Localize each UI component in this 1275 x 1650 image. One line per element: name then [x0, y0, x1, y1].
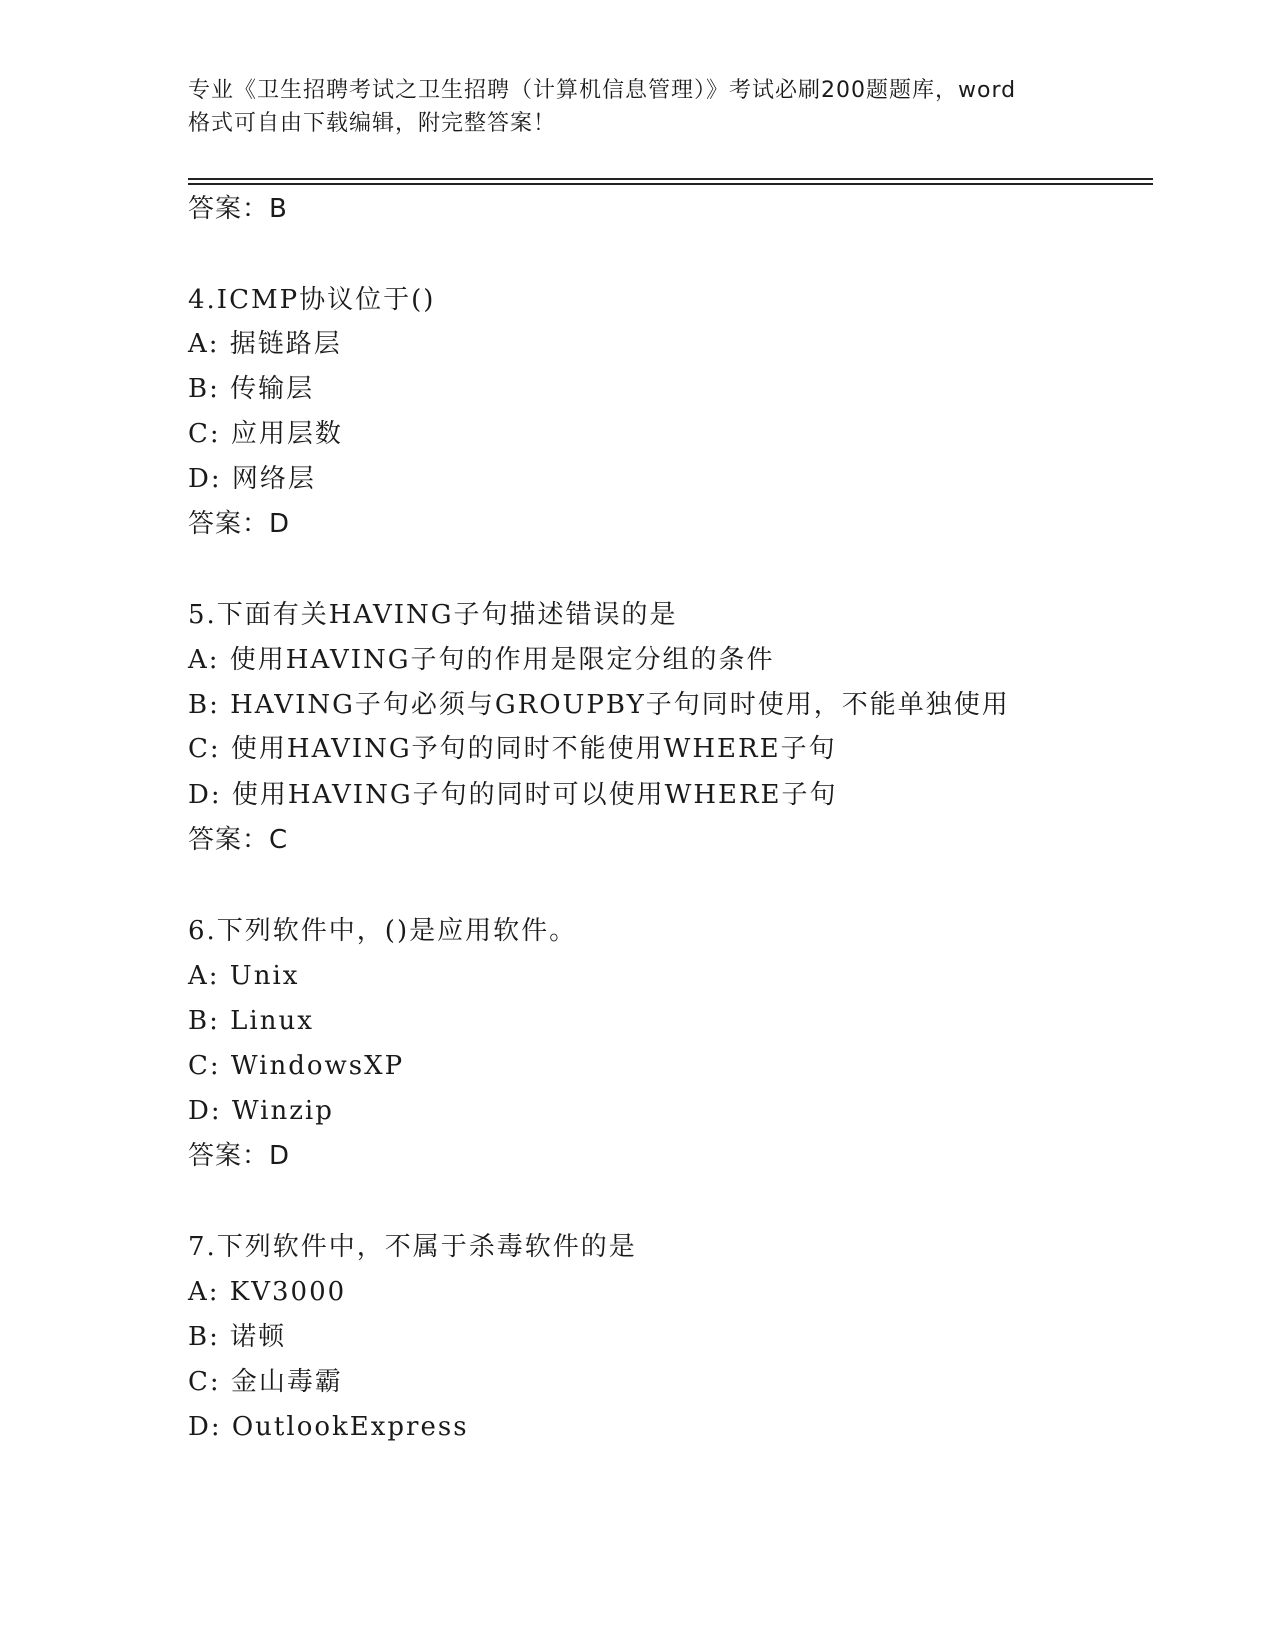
question-4-stem: 4.ICMP协议位于() — [188, 285, 436, 315]
question-7-option-d: D: OutlookExpress — [188, 1412, 469, 1442]
question-5-stem: 5.下面有关HAVING子句描述错误的是 — [188, 600, 678, 630]
question-6-option-a: A: Unix — [188, 961, 300, 991]
previous-answer: 答案：B — [188, 194, 288, 224]
question-7-option-b: B: 诺顿 — [188, 1322, 287, 1352]
header-divider-top — [188, 178, 1153, 180]
question-7-option-c: C: 金山毒霸 — [188, 1367, 343, 1397]
question-7-option-a: A: KV3000 — [188, 1277, 347, 1307]
question-6-option-c: C: WindowsXP — [188, 1051, 405, 1081]
question-5-option-c: C: 使用HAVING予句的同时不能使用WHERE子句 — [188, 734, 837, 764]
question-5-option-a: A: 使用HAVING子句的作用是限定分组的条件 — [188, 645, 775, 675]
question-4-option-c: C: 应用层数 — [188, 419, 343, 449]
question-6-option-d: D: Winzip — [188, 1096, 334, 1126]
question-5-option-b: B: HAVING子句必须与GROUPBY子句同时使用，不能单独使用 — [188, 690, 1010, 720]
question-7-stem: 7.下列软件中，不属于杀毒软件的是 — [188, 1232, 637, 1262]
question-5-answer: 答案：C — [188, 825, 289, 855]
question-4-answer: 答案：D — [188, 509, 291, 539]
question-4-option-b: B: 传输层 — [188, 374, 315, 404]
question-5-option-d: D: 使用HAVING子句的同时可以使用WHERE子句 — [188, 780, 838, 810]
question-4-option-d: D: 网络层 — [188, 464, 316, 494]
header-line-2: 格式可自由下载编辑，附完整答案！ — [188, 111, 557, 136]
question-6-answer: 答案：D — [188, 1141, 291, 1171]
question-6-stem: 6.下列软件中，()是应用软件。 — [188, 916, 578, 946]
question-4-option-a: A: 据链路层 — [188, 329, 342, 359]
header-divider-bottom — [188, 183, 1153, 185]
document-header — [188, 74, 1088, 140]
question-6-option-b: B: Linux — [188, 1006, 314, 1036]
header-line-1: 专业《卫生招聘考试之卫生招聘（计算机信息管理）》考试必刷200题题库，word — [188, 78, 1017, 103]
